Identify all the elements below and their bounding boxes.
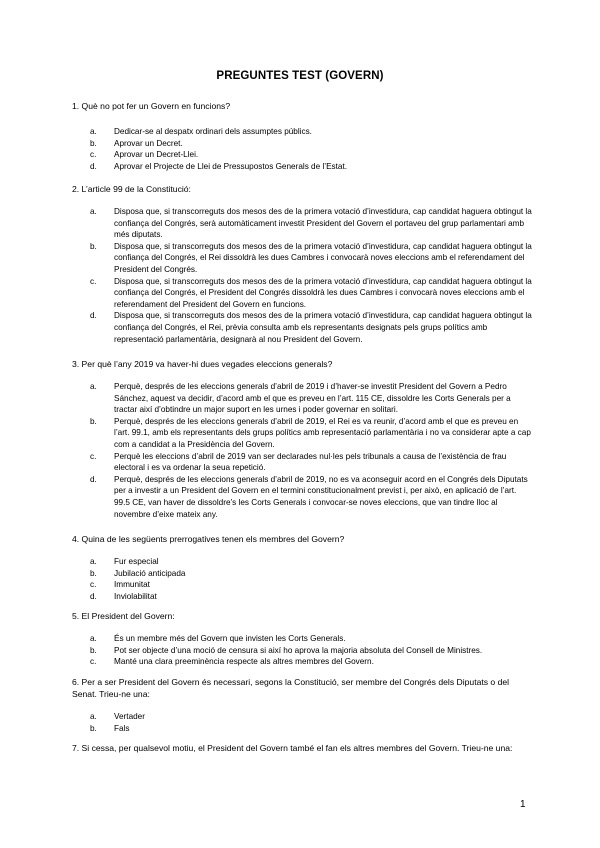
option-item: d. Disposa que, si transcorreguts dos mesos des de la primera votació d’investidura, cap candidat haguera obtingut la confiança del Congrés, el Rei, prèvia consulta amb els representants designats pels grups polítics amb representació parlamentària, designarà al nou President del Govern. xyxy=(90,311,532,344)
options-list xyxy=(72,206,532,345)
option-item: a. Fur especial xyxy=(90,557,159,566)
option-item: b. Disposa que, si transcorreguts dos mesos des de la primera votació d’investidura, cap candidat haguera obtingut la confiança del Congrés, el Rei dissoldrà les dues Cambres i convocarà noves eleccions amb el referendament del President del Congrés. xyxy=(90,241,532,274)
question-4 xyxy=(72,533,532,602)
options-list xyxy=(72,123,532,172)
option-item: d. Inviolabilitat xyxy=(90,591,157,601)
option-item: a. Disposa que, si transcorreguts dos mesos des de la primera votació d’investidura, cap candidat haguera obtingut la confiança del Congrés, serà automàticament investit President del Govern el portaveu del grup parlamentari amb més diputats. xyxy=(90,207,532,240)
question-5 xyxy=(72,610,532,668)
question-text: 6. Per a ser President del Govern és necessari, segons la Constitució, ser membre del Congrés dels Diputats o del Senat. Trieu-ne una: xyxy=(72,677,510,699)
question-text: 4. Quina de les següents prerrogatives tenen els membres del Govern? xyxy=(72,534,345,544)
question-6 xyxy=(72,676,532,734)
option-item: c. Immunitat xyxy=(90,580,150,590)
page-number: 1 xyxy=(520,799,526,810)
option-item: d. Perquè, després de les eleccions generals d’abril de 2019, no es va aconseguir acord en el Congrés dels Diputats per a investir a un President del Govern en el termini constitucionalment previst i, per això, en aplicació de l’art. 99.5 CE, van haver de dissoldre’s les Corts Generals i convocar-se noves eleccions, que van tindre lloc al novembre d’eixe mateix any. xyxy=(90,474,528,519)
option-item: b. Jubilació anticipada xyxy=(90,568,186,578)
option-item: c. Aprovar un Decret-Llei. xyxy=(90,150,199,160)
document-title: PREGUNTES TEST (GOVERN) xyxy=(216,70,384,82)
option-item: b. Pot ser objecte d’una moció de censura si així ho aprova la majoria absoluta del Consell de Ministres. xyxy=(90,645,483,655)
question-text: 2. L’article 99 de la Constitució: xyxy=(72,184,191,194)
option-item: c. Manté una clara preeminència respecte als altres membres del Govern. xyxy=(90,657,374,667)
option-item: d. Aprovar el Projecte de Llei de Pressupostos Generals de l’Estat. xyxy=(90,161,348,171)
option-item: b. Perquè, després de les eleccions generals d’abril de 2019, el Rei es va reunir, d’acord amb el que es preveu en l’art. 99.1, amb els representants dels grups polítics amb representació parlamentària i no va considerar apte a cap com a candidat a la Presidència del Govern. xyxy=(90,416,531,449)
options-list xyxy=(72,711,532,734)
question-text: 7. Si cessa, per qualsevol motiu, el President del Govern també el fan els altres membres del Govern. Trieu-ne una: xyxy=(72,743,513,753)
question-text: 1. Què no pot fer un Govern en funcions? xyxy=(72,101,231,111)
question-text: 3. Per què l’any 2019 va haver-hi dues vegades eleccions generals? xyxy=(72,359,333,369)
options-list xyxy=(72,381,532,520)
option-item: a. Dedicar-se al despatx ordinari dels assumptes públics. xyxy=(90,127,312,136)
options-list xyxy=(72,633,532,668)
option-item: c. Disposa que, si transcorreguts dos mesos des de la primera votació d’investidura, cap candidat haguera obtingut la confiança del Congrés, el President del Congrés dissoldrà les dues Cambres i convocarà noves eleccions amb el referendament del President del Govern en funcions. xyxy=(90,276,532,309)
question-2 xyxy=(72,183,532,345)
options-list xyxy=(72,556,532,602)
option-item: b. Aprovar un Decret. xyxy=(90,138,183,148)
question-3 xyxy=(72,358,532,520)
option-item: a. Vertader xyxy=(90,712,145,721)
option-item: a. És un membre més del Govern que invisten les Corts Generals. xyxy=(90,634,346,643)
option-item: b. Fals xyxy=(90,723,130,733)
option-item: c. Perquè les eleccions d’abril de 2019 van ser declarades nul·les pels tribunals a causa de l’existència de frau electoral i es va ordenar la seua repetició. xyxy=(90,451,507,473)
option-item: a. Perquè, després de les eleccions generals d’abril de 2019 i d’haver-se investit President del Govern a Pedro Sánchez, aquest va decidir, d’acord amb el que es preveu en l’art. 115 CE, dissoldre les Corts Generals per a tractar així d’obtindre un major suport en les urnes i poder governar en solitari. xyxy=(90,382,511,415)
question-text: 5. El President del Govern: xyxy=(72,611,175,621)
question-1 xyxy=(72,100,532,172)
question-7 xyxy=(72,742,532,765)
